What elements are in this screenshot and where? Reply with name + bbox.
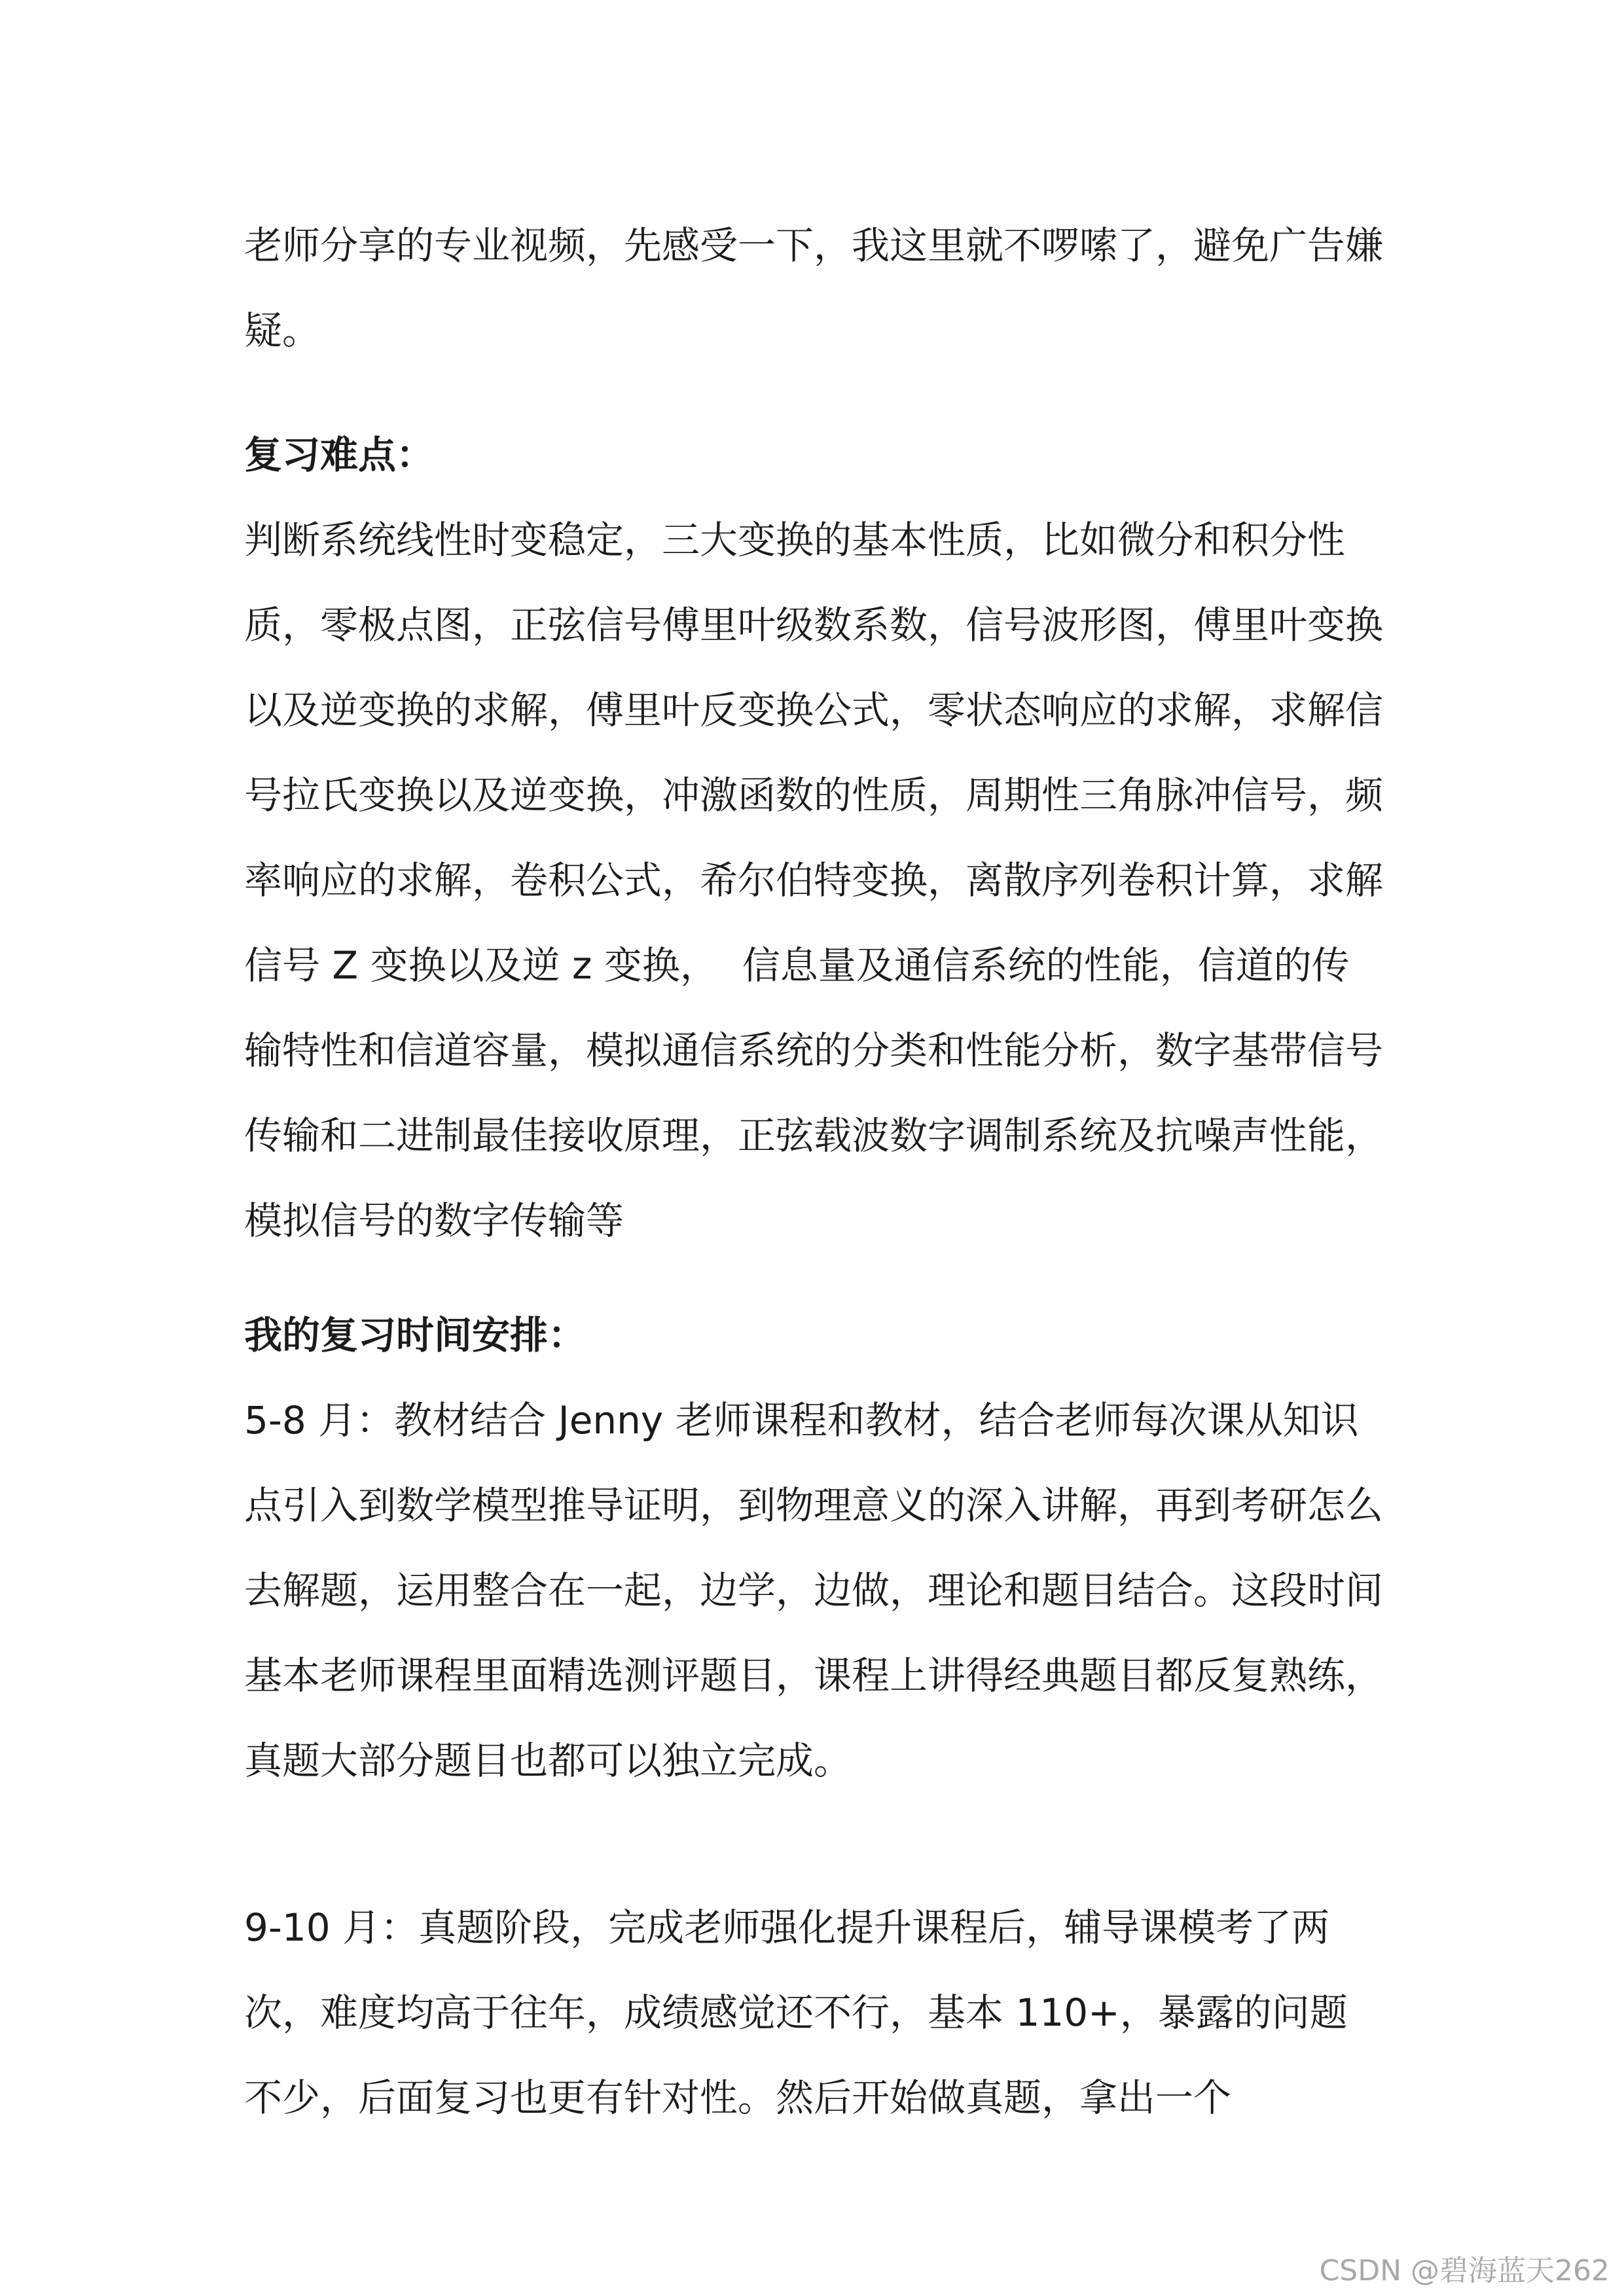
schedule-paragraph-may-aug: 5-8 月：教材结合 Jenny 老师课程和教材，结合老师每次课从知识点引入到数学模型推导证明，到物理意义的深入讲解，再到考研怎么去解题，运用整合在一起，边学，边做，理论和题目结合。这段时间基本老师课程里面精选测评题目，课程上讲得经典题目都反复熟练，真题大部分题目也都可以独立完成。 [244, 1398, 1384, 1783]
csdn-watermark: CSDN @碧海蓝天262 [1319, 2254, 1610, 2287]
difficulties-heading: 复习难点： [244, 433, 435, 477]
schedule-paragraph-sep-oct: 9-10 月：真题阶段，完成老师强化提升课程后，辅导课模考了两次，难度均高于往年，成绩感觉还不行，基本 110+，暴露的问题不少，后面复习也更有针对性。然后开始做真题，拿出一个 [244, 1905, 1348, 2120]
schedule-heading: 我的复习时间安排： [244, 1313, 586, 1357]
difficulties-paragraph: 判断系统线性时变稳定，三大变换的基本性质，比如微分和积分性质，零极点图，正弦信号傅里叶级数系数，信号波形图，傅里叶变换以及逆变换的求解，傅里叶反变换公式，零状态响应的求解，求解信号拉氏变换以及逆变换，冲激函数的性质，周期性三角脉冲信号，频率响应的求解，卷积公式，希尔伯特变换，离散序列卷积计算，求解信号 Z 变换以及逆 z 变换， 信息量及通信系统的性能，信道的传输特性和信道容量，模拟通信系统的分类和性能分析，数字基带信号传输和二进制最佳接收原理，正弦载波数字调制系统及抗噪声性能，模拟信号的数字传输等 [244, 518, 1384, 1243]
intro-paragraph: 老师分享的专业视频，先感受一下，我这里就不啰嗦了，避免广告嫌疑。 [244, 223, 1384, 353]
